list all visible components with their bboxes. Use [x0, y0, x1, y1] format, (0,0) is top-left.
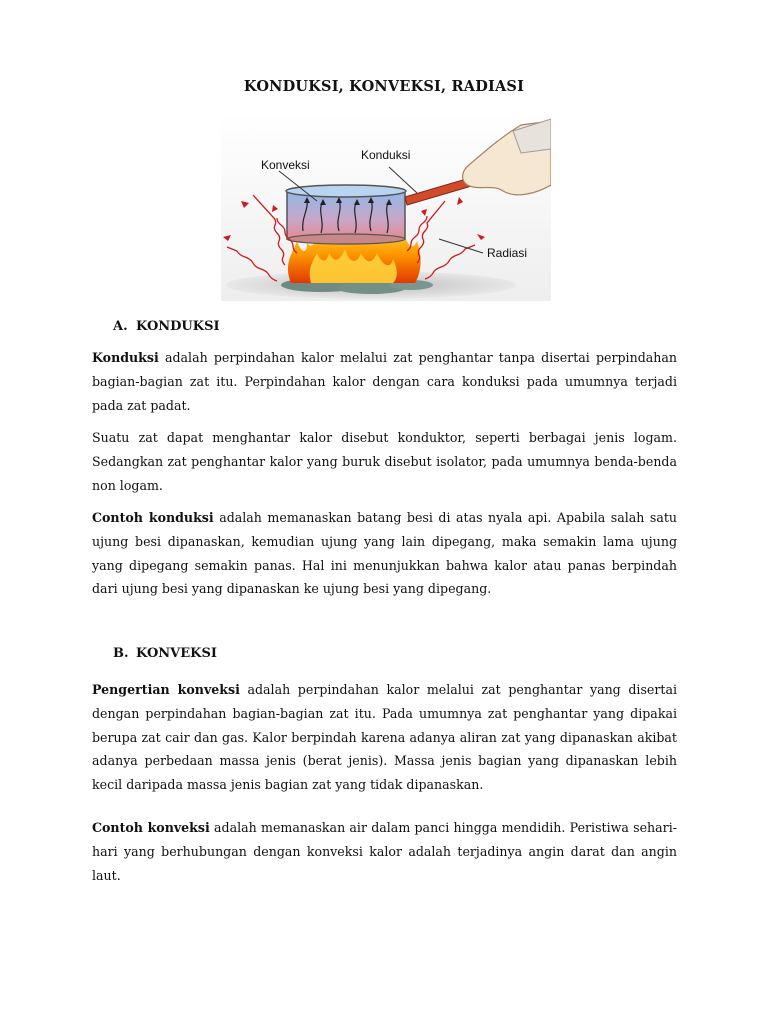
term-contoh-konveksi: Contoh konveksi [92, 820, 210, 835]
section-a-paragraph-3: Contoh konduksi adalah memanaskan batang besi di atas nyala api. Apabila salah satu ujung besi dipanaskan, kemudian ujung yang lain dipegang, maka semakin lama ujung yang dipegang semakin panas. Hal ini menunjukkan bahwa kalor atau panas berpindah dari ujung besi yang dipanaskan ke ujung besi yang dipegang. [92, 510, 677, 597]
section-a-paragraph-1: Konduksi adalah perpindahan kalor melalui zat penghantar tanpa disertai perpindahan bagian-bagian zat itu. Perpindahan kalor dengan cara konduksi pada umumnya terjadi pada zat padat. [92, 350, 677, 413]
section-b-paragraph-1: Pengertian konveksi adalah perpindahan kalor melalui zat penghantar yang disertai dengan perpindahan bagian-bagian zat itu. Pada umumnya zat penghantar yang dipakai berupa zat cair dan gas. Kalor berpindah karena adanya aliran zat yang dipanaskan akibat adanya perbedaan massa jenis (berat jenis). Massa jenis bagian yang dipanaskan lebih kecil daripada massa jenis bagian zat yang tidak dipanaskan. [92, 682, 677, 793]
section-a-title: KONDUKSI [136, 319, 220, 334]
label-konveksi: Konveksi [261, 158, 310, 172]
label-radiasi: Radiasi [487, 246, 528, 260]
heat-transfer-illustration [221, 113, 551, 301]
section-b-paragraph-2: Contoh konveksi adalah memanaskan air dalam panci hingga mendidih. Peristiwa sehari-hari yang berhubungan dengan konveksi kalor adalah terjadinya angin darat dan angin laut. [92, 820, 677, 883]
section-a-heading [113, 319, 220, 334]
label-konduksi: Konduksi [361, 148, 411, 162]
section-a-number: A. [113, 319, 128, 334]
section-b-title: KONVEKSI [136, 646, 217, 661]
section-b-heading [113, 646, 217, 661]
section-b-number: B. [113, 646, 129, 661]
term-konduksi: Konduksi [92, 350, 159, 365]
term-contoh-konduksi: Contoh konduksi [92, 510, 214, 525]
term-pengertian-konveksi: Pengertian konveksi [92, 682, 240, 697]
page-title: KONDUKSI, KONVEKSI, RADIASI [243, 78, 525, 95]
section-a-paragraph-2: Suatu zat dapat menghantar kalor disebut konduktor, seperti berbagai jenis logam. Sedangkan zat penghantar kalor yang buruk disebut isolator, pada umumnya benda-benda non logam. [92, 430, 677, 493]
